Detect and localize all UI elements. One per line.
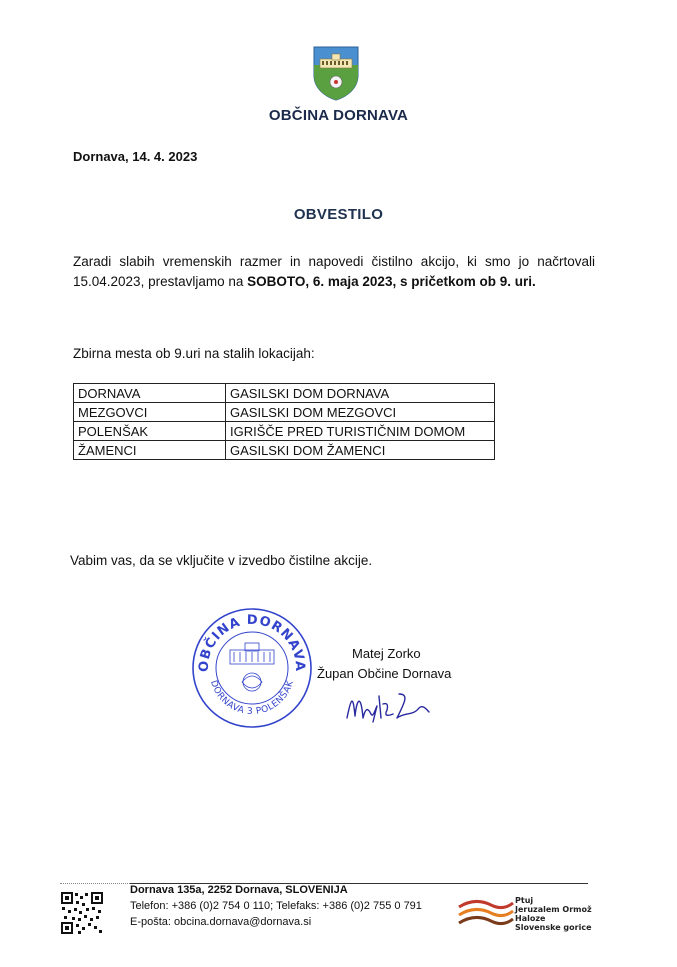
place-cell: IGRIŠČE PRED TURISTIČNIM DOMOM (226, 422, 495, 441)
municipality-crest-icon (312, 45, 360, 101)
footer-phone: Telefon: +386 (0)2 754 0 110; Telefaks: +386 (0)2 755 0 791 (130, 900, 422, 912)
stamp-top-text: OBČINA DORNAVA (196, 612, 308, 673)
region-logo-line3: Haloze (515, 914, 546, 923)
qr-code-icon (60, 891, 104, 935)
invitation-text: Vabim vas, da se vključite v izvedbo čistilne akcije. (70, 553, 373, 568)
notice-body-date: SOBOTO, 6. maja 2023, s pričetkom ob 9. uri. (247, 274, 536, 289)
village-cell: ŽAMENCI (74, 441, 226, 460)
region-logo-line2: Jeruzalem Ormož (515, 905, 592, 914)
place-cell: GASILSKI DOM MEZGOVCI (226, 403, 495, 422)
locations-table (73, 383, 495, 460)
svg-text:DORNAVA 3 POLENŠAK (208, 679, 296, 717)
svg-text:OBČINA DORNAVA (197, 613, 307, 672)
signatory-name: Matej Zorko (352, 646, 421, 661)
notice-title: OBVESTILO (293, 206, 384, 223)
region-logo-line1: Ptuj (515, 896, 534, 905)
table-row (74, 384, 495, 403)
notice-body (73, 252, 595, 292)
notice-body-intro: Zaradi slabih vremenskih razmer in napovedi čistilno akcijo, ki smo jo načrtovali 15.04.2023, prestavljamo na (73, 254, 595, 289)
handwritten-signature-icon (343, 688, 433, 728)
place-cell: GASILSKI DOM DORNAVA (226, 384, 495, 403)
signatory-title: Župan Občine Dornava (317, 666, 452, 681)
footer-divider-dotted (60, 883, 130, 885)
stamp-bottom-text: DORNAVA 3 POLENŠAK (208, 679, 296, 718)
table-row (74, 422, 495, 441)
municipality-name: OBČINA DORNAVA (268, 107, 409, 124)
date-line: Dornava, 14. 4. 2023 (73, 149, 198, 164)
region-logo-line4: Slovenske gorice (515, 923, 592, 932)
table-row (74, 403, 495, 422)
village-cell: DORNAVA (74, 384, 226, 403)
village-cell: POLENŠAK (74, 422, 226, 441)
footer-email[interactable]: E-pošta: obcina.dornava@dornava.si (130, 916, 312, 928)
official-stamp-icon (190, 606, 314, 730)
footer-address: Dornava 135a, 2252 Dornava, SLOVENIJA (130, 884, 348, 896)
place-cell: GASILSKI DOM ŽAMENCI (226, 441, 495, 460)
meeting-points-intro: Zbirna mesta ob 9.uri na stalih lokacijah: (73, 346, 315, 361)
village-cell: MEZGOVCI (74, 403, 226, 422)
table-row (74, 441, 495, 460)
region-logo-icon (457, 893, 607, 937)
